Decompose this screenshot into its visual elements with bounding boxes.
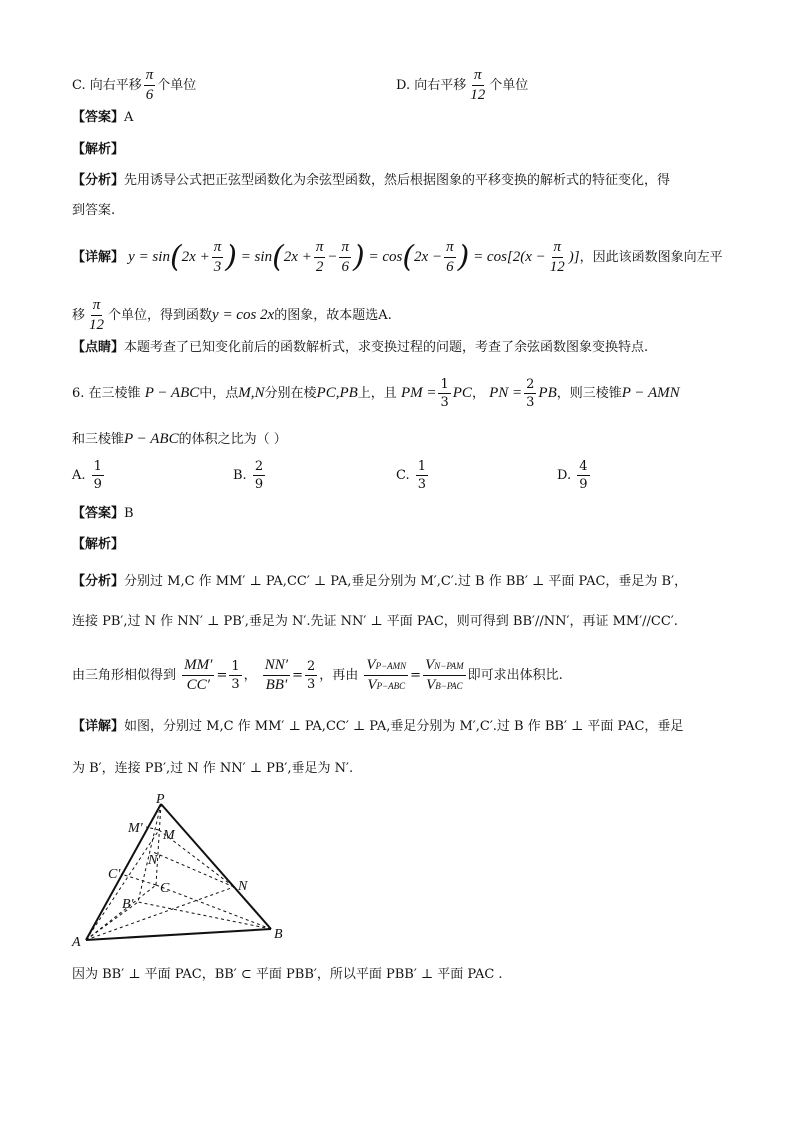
edge-bc <box>156 885 271 929</box>
label-c: C <box>160 881 170 896</box>
detail-tail: ，因此该函数图象向左平 <box>579 249 723 265</box>
q6-analysis-line3 <box>72 658 563 693</box>
option-label: D. <box>396 78 411 93</box>
denominator: CC′ <box>186 677 210 693</box>
q6-answer <box>72 507 134 520</box>
analysis-text: 先用诱导公式把正弦型函数化为余弦型函数，然后根据图象的平移变换的解析式的特征变化，得 <box>124 173 671 188</box>
fraction <box>229 660 241 691</box>
text: 分别在棱 <box>264 386 317 401</box>
q6-jiexi: 【解析】 <box>72 537 125 552</box>
subscript: P−ABC <box>376 681 406 691</box>
numerator: 2 <box>526 377 535 392</box>
edge-pa <box>86 804 161 940</box>
math: P − AMN <box>621 385 680 401</box>
numerator: 4 <box>579 459 588 474</box>
text: 由三角形相似得到 <box>72 668 177 683</box>
fraction <box>253 460 265 491</box>
q5-detail-line2 <box>72 298 392 333</box>
answer-tag: 【答案】 <box>72 110 125 125</box>
numerator: π <box>472 68 484 86</box>
equation: y = sin(2x + $\frac{\pi}{3}$ ) = sin(2x + $\frac{\pi}{2}$ − $\frac{\pi}{6}$ ) = cos(2x − $\frac{\pi}{6}$ ) = cos[2(x − $\frac{\pi}{12}$ )] <box>128 239 580 275</box>
q5-answer <box>72 111 133 124</box>
fraction <box>263 658 290 693</box>
q5-analysis-line2: 到答案. <box>72 203 116 218</box>
text: ， <box>471 386 485 401</box>
denominator: 6 <box>145 87 154 103</box>
text: = <box>292 668 303 683</box>
comment-tag: 【点睛】 <box>72 340 125 355</box>
fraction <box>87 298 106 333</box>
denominator: 12 <box>470 87 486 103</box>
label-n: N <box>238 879 248 894</box>
label-c-prime: C′ <box>108 867 121 882</box>
math: PM = <box>400 385 437 401</box>
numerator: MM′ <box>182 658 214 676</box>
math: PC,PB <box>316 385 358 401</box>
fraction <box>416 460 428 491</box>
option-label: C. <box>396 468 410 483</box>
detail-tag: 【详解】 <box>72 719 125 734</box>
option-label: C. <box>72 78 86 93</box>
math: PC <box>452 385 472 401</box>
detail-tag: 【详解】 <box>72 249 125 265</box>
text: ，再由 <box>319 668 359 683</box>
text: 6. 在三棱锥 <box>72 386 141 401</box>
math: PN = <box>489 385 523 401</box>
q6-stem-line2 <box>72 432 287 447</box>
numerator: 2 <box>254 459 264 474</box>
text: 即可求出体积比. <box>467 668 563 683</box>
final-line: 因为 BB′ ⊥ 平面 PAC，BB′ ⊂ 平面 PBB′，所以平面 PBB′ ⊥ 平面 PAC . <box>72 967 503 982</box>
text: = <box>410 668 422 683</box>
fraction <box>364 658 408 693</box>
tetrahedron-figure <box>66 792 296 952</box>
option-label: D. <box>557 468 572 483</box>
answer-value: A <box>124 110 134 125</box>
text: 和三棱锥 <box>72 432 125 447</box>
denominator: 3 <box>231 677 240 692</box>
label-b-prime: B′ <box>122 897 134 912</box>
denominator: 9 <box>93 477 102 492</box>
label-b: B <box>274 927 283 942</box>
text: ， <box>243 668 257 683</box>
function: y = cos 2x <box>212 307 275 323</box>
volume-symbol: V <box>366 657 376 673</box>
numerator: 1 <box>417 459 427 474</box>
fraction <box>577 460 589 491</box>
fraction <box>468 68 487 103</box>
q5-analysis-line1 <box>72 174 670 187</box>
analysis-tag: 【分析】 <box>72 574 125 589</box>
fraction <box>524 378 536 409</box>
q5-comment <box>72 341 648 354</box>
denominator: 3 <box>306 677 316 692</box>
label-n-prime: N′ <box>148 853 161 868</box>
q6-analysis-line1 <box>72 575 687 588</box>
q5-option-c <box>72 68 196 103</box>
q5-option-d <box>396 68 528 103</box>
fraction <box>92 460 104 491</box>
q6-option-d <box>557 460 592 491</box>
edge-pb <box>161 804 271 929</box>
denominator: 9 <box>579 477 588 492</box>
segment-am <box>86 830 159 940</box>
answer-value: B <box>124 506 134 521</box>
fraction <box>182 658 214 693</box>
answer-tag: 【答案】 <box>72 506 125 521</box>
denominator: 3 <box>417 477 427 492</box>
q6-detail-line1 <box>72 720 683 733</box>
text: 个单位，得到函数 <box>108 308 213 323</box>
text: 上，且 <box>357 386 397 401</box>
comment-text: 本题考查了已知变化前后的函数解析式，求变换过程的问题，考查了余弦函数图象变换特点. <box>124 340 649 355</box>
text: = <box>216 668 228 683</box>
q6-analysis-line2: 连接 PB′,过 N 作 NN′ ⊥ PB′,垂足为 N′.先证 NN′ ⊥ 平面 PAC，则可得到 BB′//NN′，再证 MM′//CC′. <box>72 614 678 629</box>
label-a: A <box>72 935 81 950</box>
volume-symbol: V <box>367 677 377 693</box>
text: 的体积之比为（ ） <box>178 432 287 447</box>
label-m-prime: M′ <box>128 821 143 836</box>
numerator: 1 <box>440 377 449 392</box>
fraction <box>423 658 466 693</box>
q6-option-b <box>233 460 267 491</box>
label-p: P <box>156 792 165 807</box>
fraction <box>438 378 450 409</box>
numerator: 1 <box>231 659 240 674</box>
detail-text: 如图，分别过 M,C 作 MM′ ⊥ PA,CC′ ⊥ PA,垂足分别为 M′,C′.过 B 作 BB′ ⊥ 平面 PAC，垂足 <box>124 719 684 734</box>
fraction <box>305 660 317 691</box>
subscript: B−PAC <box>435 681 463 691</box>
volume-symbol: V <box>426 677 436 693</box>
option-label: A. <box>72 468 86 483</box>
fraction <box>144 68 156 103</box>
analysis-text: 分别过 M,C 作 MM′ ⊥ PA,CC′ ⊥ PA,垂足分别为 M′,C′.过 B 作 BB′ ⊥ 平面 PAC，垂足为 B′， <box>124 574 688 589</box>
label-m: M <box>163 828 175 843</box>
denominator: 12 <box>89 317 105 333</box>
denominator: 9 <box>254 477 264 492</box>
numerator: 2 <box>306 659 316 674</box>
q6-stem-line1 <box>72 378 680 409</box>
denominator: 3 <box>440 395 449 410</box>
math: P − ABC <box>144 385 200 401</box>
text: 的图象，故本题选A. <box>274 308 392 323</box>
q6-option-a <box>72 460 106 491</box>
option-suffix: 个单位 <box>157 78 197 93</box>
option-suffix: 个单位 <box>489 78 529 93</box>
volume-symbol: V <box>425 657 435 673</box>
option-label: B. <box>233 468 247 483</box>
denominator: 3 <box>526 395 535 410</box>
math: P − ABC <box>124 431 179 447</box>
option-text: 向右平移 <box>414 78 467 93</box>
analysis-tag: 【分析】 <box>72 173 125 188</box>
q5-detail-line1 <box>72 240 723 275</box>
q5-jiexi: 【解析】 <box>72 142 125 157</box>
numerator: NN′ <box>263 658 290 676</box>
text: 移 <box>72 308 86 323</box>
text: 中，点 <box>199 386 239 401</box>
math: M,N <box>238 385 265 401</box>
q6-option-c <box>396 460 430 491</box>
text: ，则三棱锥 <box>556 386 622 401</box>
edge-ab <box>86 929 271 940</box>
numerator: π <box>91 298 103 316</box>
subscript: N−PAM <box>434 661 464 671</box>
math: PB <box>538 385 557 401</box>
numerator: 1 <box>93 459 102 474</box>
denominator: BB′ <box>265 677 288 693</box>
numerator: π <box>144 68 156 86</box>
subscript: P−AMN <box>375 661 407 671</box>
q6-detail-line2: 为 B′，连接 PB′,过 N 作 NN′ ⊥ PB′,垂足为 N′. <box>72 761 354 776</box>
option-text: 向右平移 <box>89 78 142 93</box>
